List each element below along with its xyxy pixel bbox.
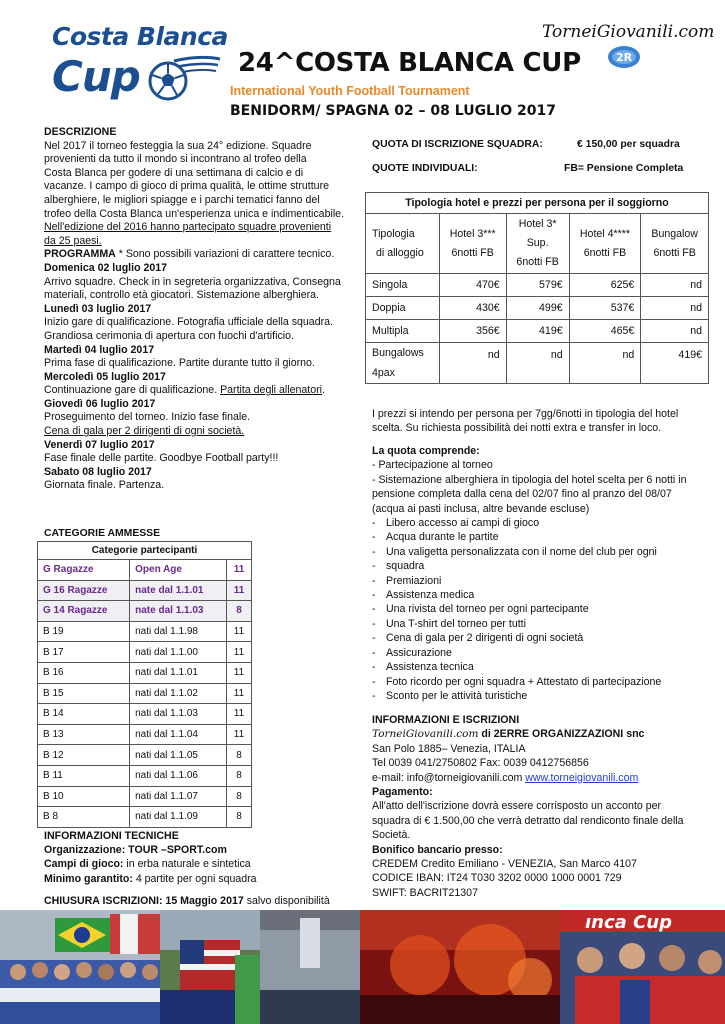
logo-line1: Costa Blanca [52,22,228,51]
category-cell: B 10 [38,786,130,807]
program-text: Proseguimento del torneo. Inizio fase finale. [44,411,251,424]
pagamento-line: All'atto dell'iscrizione dovrà essere corrisposto un acconto per [372,800,662,813]
page-subtitle: International Youth Football Tournament [230,84,470,98]
header-text: Tipologia [372,227,415,240]
category-cell: G Ragazze [38,560,130,581]
price-cell: 537€ [569,297,641,320]
program-text: Grandiosa cerimonia di apertura con fuochi d'artificio. [44,329,294,342]
table-row [38,807,252,828]
room-type [366,343,440,384]
category-cell: B 17 [38,642,130,663]
age-cell: nati dal 1.1.00 [130,642,227,663]
players-cell: 11 [227,642,252,663]
players-cell: 11 [227,580,252,601]
website-link[interactable]: www.torneigiovanili.com [525,771,639,784]
price-cell: 465€ [569,320,641,343]
age-cell: nati dal 1.1.01 [130,662,227,683]
chiusura-iscrizioni [44,895,330,907]
descrizione-line: provenienti da tutto il mondo si incontrano al trofeo della [44,153,307,166]
price-cell: nd [641,320,709,343]
photo-collage-image [0,910,725,1024]
age-cell: nati dal 1.1.98 [130,621,227,642]
hotel-price-table [365,192,709,384]
room-type: Singola [366,274,440,297]
header-text: Hotel 3* [518,218,557,230]
categories-table [37,541,252,828]
program-text: Giornata finale. Partenza. [44,479,165,492]
players-cell: 8 [227,807,252,828]
category-cell: G 14 Ragazze [38,601,130,622]
pagamento-line: squadra di € 1.500,00 che verrà detratto dal rendiconto finale della [372,814,684,827]
categories-table-header: Categorie partecipanti [38,542,252,560]
table-row [38,580,252,601]
pagamento-title: Pagamento: [372,786,433,799]
descrizione-line: alberghiere, le migliori spiagge e i parchi tematici fanno del [44,193,320,206]
hotel-note-line: scelta. Su richiesta possibilità dei notti extra e transfer in loco. [372,422,662,435]
program-day: Domenica 02 luglio 2017 [44,261,168,274]
campi-line [44,857,257,871]
left-column [44,126,354,493]
price-cell: 430€ [439,297,506,320]
list-item: - Acqua durante le partite [372,530,686,544]
programma-label: PROGRAMMA [44,248,116,261]
players-cell: 11 [227,560,252,581]
header-text: Bungalow [651,227,698,240]
quota-squadra-value: € 150,00 per squadra [577,139,680,150]
age-cell: Open Age [130,560,227,581]
age-cell: nati dal 1.1.04 [130,724,227,745]
table-row [366,320,709,343]
list-item: - Foto ricordo per ogni squadra + Attestato di partecipazione [372,675,686,689]
table-row [38,642,252,663]
photo-collage-strip [0,910,725,1024]
descrizione-line: vacanze. I campo di gioco di prima qualità, le ottime strutture [44,180,329,193]
room-type-text: 4pax [372,367,395,379]
gala-dinner-text: Cena di gala per 2 dirigenti di ogni società. [44,425,245,438]
age-cell: nati dal 1.1.02 [130,683,227,704]
category-cell: B 15 [38,683,130,704]
minimo-label: Minimo garantito: [44,872,133,885]
organizzazione-line: Organizzazione: TOUR –SPORT.com [44,844,227,857]
age-cell: nati dal 1.1.06 [130,765,227,786]
players-cell: 8 [227,765,252,786]
header-text: 6notti FB [451,246,494,259]
players-cell: 11 [227,704,252,725]
category-cell: B 11 [38,765,130,786]
table-row [38,765,252,786]
program-text [44,384,354,398]
players-cell: 11 [227,724,252,745]
header-tipologia [366,214,440,274]
bank-name: CREDEM Credito Emiliano - VENEZIA, San Marco 4107 [372,858,637,871]
badge-text: 2R [615,51,633,64]
page-title: 24^COSTA BLANCA CUP [238,48,581,78]
category-cell: G 16 Ragazze [38,580,130,601]
list-item: - Assistenza tecnica [372,660,686,674]
tecniche-title: INFORMAZIONI TECNICHE [44,830,179,842]
room-type: Doppia [366,297,440,320]
price-cell: 419€ [641,343,709,384]
category-cell: B 12 [38,745,130,766]
iban: CODICE IBAN: IT24 T030 3202 0000 1000 0001 729 [372,872,622,885]
program-day: Giovedì 06 luglio 2017 [44,397,156,410]
programma-heading [44,248,354,262]
list-item: - Una rivista del torneo per ogni partecipante [372,602,686,616]
header-text: Hotel 3*** [449,227,496,240]
age-cell: nati dal 1.1.03 [130,704,227,725]
price-cell: nd [439,343,506,384]
table-row [38,621,252,642]
comprende-intro: (acqua ai pasti inclusa, altre bevande escluse) [372,502,590,515]
descrizione-line: trofeo della Costa Blanca un'esperienza unica e indimenticabile. [44,207,345,220]
table-row [38,786,252,807]
table-row [366,343,709,384]
organizer-name: di 2ERRE ORGANIZZAZIONI snc [478,728,645,741]
price-cell: nd [506,343,569,384]
hotel-note-line: I prezzi si intendo per persona per 7gg/6notti in tipologia del hotel [372,408,679,420]
list-item: - Assicurazione [372,646,686,660]
list-item-continued: - squadra [372,559,686,573]
players-cell: 11 [227,621,252,642]
event-date-location: BENIDORM/ SPAGNA 02 – 08 LUGLIO 2017 [230,103,556,119]
list-item: - Libero accesso ai campi di gioco [372,516,686,530]
hotel-table-caption: Tipologia hotel e prezzi per persona per il soggiorno [366,193,709,214]
program-text-part: . [321,384,325,397]
descrizione-title: DESCRIZIONE [44,126,117,138]
list-item: - Assistenza medica [372,588,686,602]
program-day: Sabato 08 luglio 2017 [44,465,152,478]
list-item: - Una T-shirt del torneo per tutti [372,617,686,631]
categorie-title: CATEGORIE AMMESSE [44,528,161,539]
comprende-title: La quota comprende: [372,445,480,457]
table-row [366,297,709,320]
categories-table-body [38,560,252,828]
list-item: - Premiazioni [372,574,686,588]
2erre-badge-icon [606,44,642,70]
program-day: Lunedì 03 luglio 2017 [44,302,152,315]
header-hotel3sup [506,214,569,274]
category-cell: B 8 [38,807,130,828]
table-row [38,662,252,683]
header-text: 6notti FB [653,246,696,259]
iscrizioni-title: INFORMAZIONI E ISCRIZIONI [372,714,520,726]
strip-banner-text: ınca Cup [585,912,672,933]
price-cell: 579€ [506,274,569,297]
list-item: - Sconto per le attività turistiche [372,689,686,703]
category-cell: B 13 [38,724,130,745]
list-item: - Cena di gala per 2 dirigenti di ogni società [372,631,686,645]
age-cell: nati dal 1.1.07 [130,786,227,807]
address: San Polo 1885– Venezia, ITALIA [372,742,526,755]
minimo-line [44,872,257,886]
header-text: di alloggio [376,246,424,259]
header-hotel3 [439,214,506,274]
comprende-list [372,516,686,703]
header-text: Sup. [526,237,549,249]
price-cell: 356€ [439,320,506,343]
program-text: Arrivo squadre. Check in in segreteria organizzativa, Consegna [44,275,341,288]
age-cell: nate dal 1.1.03 [130,601,227,622]
age-cell: nati dal 1.1.05 [130,745,227,766]
comprende-intro: - Partecipazione al torneo [372,459,493,472]
costa-blanca-cup-logo [52,22,228,104]
pagamento-line: Società. [372,829,411,842]
campi-value: in erba naturale e sintetica [123,858,251,871]
table-row [38,601,252,622]
category-cell: B 19 [38,621,130,642]
chiusura-label: CHIUSURA ISCRIZIONI: 15 Maggio 2017 [44,895,244,907]
category-cell: B 14 [38,704,130,725]
program-text: Inizio gare di qualificazione. Fotografia ufficiale della squadra. [44,316,333,329]
descrizione-line: Nel 2017 il torneo festeggia la sua 24° edizione. Squadre [44,139,312,152]
players-cell: 8 [227,745,252,766]
torneigiovanili-brand: TorneiGiovanili.com [542,22,715,42]
hotel-note [372,407,678,436]
header-bungalow [641,214,709,274]
campi-label: Campi di gioco: [44,858,124,871]
minimo-value: 4 partite per ogni squadra [132,872,257,885]
price-cell: 625€ [569,274,641,297]
programma-note: * Sono possibili variazioni di carattere tecnico. [115,248,335,261]
phone-fax: Tel 0039 041/2750802 Fax: 0039 0412756856 [372,757,589,770]
header-text: 6notti FB [516,256,559,268]
table-row [38,724,252,745]
program-text-part: Continuazione gare di qualificazione. [44,384,221,397]
quota-squadra-label: QUOTA DI ISCRIZIONE SQUADRA: [372,139,543,150]
descrizione-note: Nell'edizione del 2016 hanno partecipato squadre provenienti [44,221,332,234]
quota-comprende [372,444,686,703]
header-hotel4 [569,214,641,274]
torneigiovanili-inline-brand: TorneiGiovanili.com [372,728,479,741]
swift: SWIFT: BACRIT21307 [372,886,478,899]
table-row [38,704,252,725]
program-text: Prima fase di qualificazione. Partite durante tutto il giorno. [44,357,315,370]
program-day: Venerdì 07 luglio 2017 [44,438,155,451]
quote-individuali-label: QUOTE INDIVIDUALI: [372,163,478,174]
comprende-intro: - Sistemazione alberghiera in tipologia del hotel scelta per 6 notti in [372,473,687,486]
informazioni-tecniche [44,829,257,886]
list-item: - Una valigetta personalizzata con il nome del club per ogni [372,545,686,559]
category-cell: B 16 [38,662,130,683]
price-cell: 470€ [439,274,506,297]
price-cell: nd [641,274,709,297]
price-cell: 419€ [506,320,569,343]
table-row [38,683,252,704]
football-icon [144,55,222,103]
comprende-intro: pensione completa dalla cena del 02/07 fino al pranzo del 08/07 [372,488,672,501]
table-row [38,560,252,581]
header-text: Hotel 4**** [579,227,630,240]
descrizione-line: Costa Blanca per godere di una settimana di calcio e di [44,166,304,179]
descrizione-text [44,140,354,249]
logo-line2: Cup [52,52,140,101]
hotel-table-header-row [366,214,709,274]
age-cell: nate dal 1.1.01 [130,580,227,601]
quote-individuali-value: FB= Pensione Completa [564,163,684,174]
players-cell: 8 [227,601,252,622]
players-cell: 11 [227,683,252,704]
age-cell: nati dal 1.1.09 [130,807,227,828]
price-cell: nd [641,297,709,320]
room-type-text: Bungalows [372,347,424,359]
program-day: Martedì 04 luglio 2017 [44,343,155,356]
descrizione-note: da 25 paesi. [44,234,102,247]
page-header [0,0,725,122]
header-text: 6notti FB [583,246,627,259]
table-row [38,745,252,766]
program-text: materiali, controllo età giocatori. Sistemazione alberghiera. [44,289,319,302]
players-cell: 11 [227,662,252,683]
email-line [372,771,684,785]
coaches-match-text: Partita degli allenatori [220,384,322,397]
price-cell: 499€ [506,297,569,320]
program-day: Mercoledì 05 luglio 2017 [44,370,166,383]
chiusura-value: salvo disponibilità [243,895,330,907]
room-type: Multipla [366,320,440,343]
price-cell: nd [569,343,641,384]
table-row [366,274,709,297]
bonifico-title: Bonifico bancario presso: [372,843,503,856]
email-text: e-mail: info@torneigiovanili.com [372,771,526,784]
organizer-line [372,727,684,741]
players-cell: 8 [227,786,252,807]
informazioni-iscrizioni [372,713,684,900]
program-text: Fase finale delle partite. Goodbye Football party!!! [44,452,279,465]
